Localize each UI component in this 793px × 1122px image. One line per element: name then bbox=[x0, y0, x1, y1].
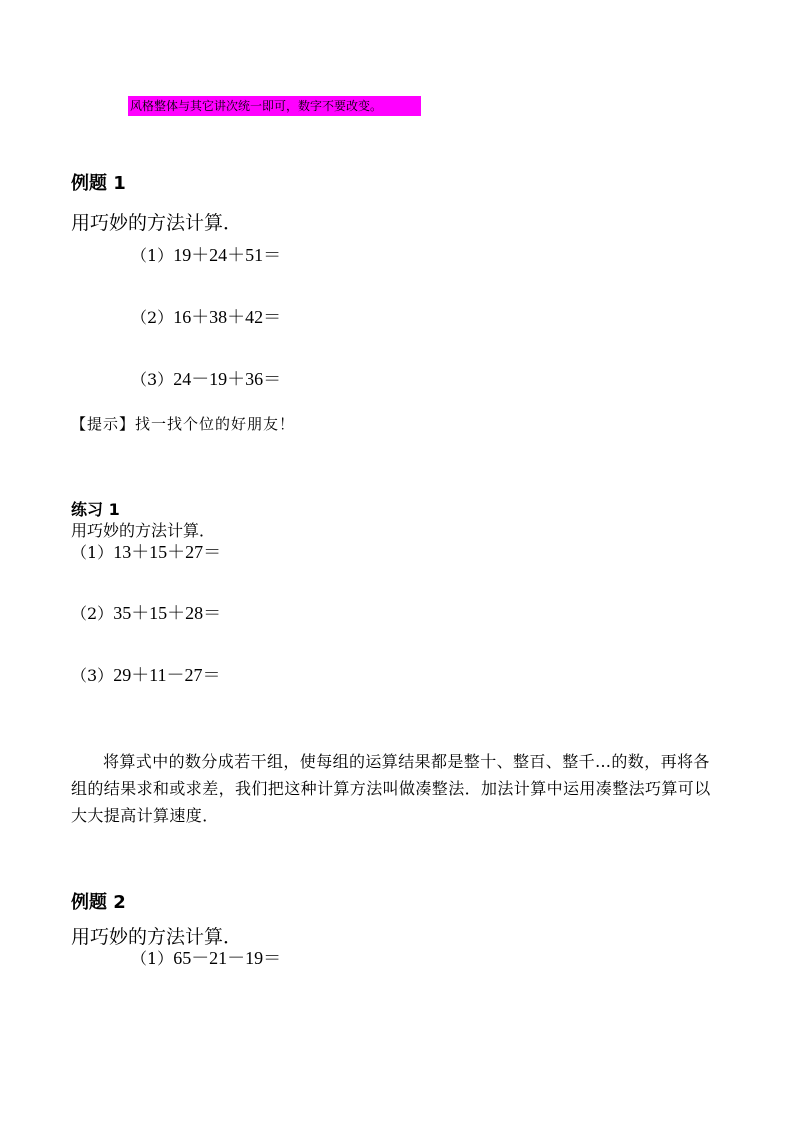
example2-instruction: 用巧妙的方法计算． bbox=[71, 926, 243, 948]
problem-expression: 35＋15＋28＝ bbox=[113, 603, 222, 623]
problem-label: （1） bbox=[71, 543, 114, 562]
explanation-paragraph: 将算式中的数分成若干组，使每组的运算结果都是整十、整百、整千…的数，再将各组的结果求和或求差，我们把这种计算方法叫做凑整法．加法计算中运用凑整法巧算可以大大提高计算速度． bbox=[71, 752, 711, 825]
practice1-problem-2 bbox=[71, 599, 221, 625]
example1-problem-3 bbox=[131, 365, 281, 391]
practice1-problem-1 bbox=[71, 538, 221, 564]
practice1-instruction: 用巧妙的方法计算． bbox=[71, 521, 216, 540]
example1-title: 例题 1 bbox=[71, 173, 126, 194]
practice1-problem-3 bbox=[71, 661, 221, 687]
example1-instruction: 用巧妙的方法计算． bbox=[71, 212, 243, 234]
problem-expression: 19＋24＋51＝ bbox=[173, 245, 282, 265]
problem-expression: 16＋38＋42＝ bbox=[173, 307, 282, 327]
problem-expression: 29＋11－27＝ bbox=[113, 665, 221, 685]
problem-expression: 24－19＋36＝ bbox=[173, 369, 282, 389]
problem-expression: 13＋15＋27＝ bbox=[113, 542, 222, 562]
problem-label: （2） bbox=[131, 308, 174, 327]
example2-problem-1 bbox=[131, 944, 281, 970]
editor-note-highlight: 风格整体与其它讲次统一即可，数字不要改变。 bbox=[128, 96, 421, 116]
problem-label: （3） bbox=[71, 666, 114, 685]
example1-problem-1 bbox=[131, 241, 281, 267]
example2-title: 例题 2 bbox=[71, 892, 126, 913]
problem-label: （1） bbox=[131, 949, 174, 968]
problem-expression: 65－21－19＝ bbox=[173, 948, 282, 968]
practice1-title: 练习 1 bbox=[71, 500, 120, 519]
example1-hint: 【提示】找一找个位的好朋友！ bbox=[71, 415, 296, 433]
problem-label: （1） bbox=[131, 246, 174, 265]
problem-label: （3） bbox=[131, 370, 174, 389]
example1-problem-2 bbox=[131, 303, 281, 329]
problem-label: （2） bbox=[71, 604, 114, 623]
